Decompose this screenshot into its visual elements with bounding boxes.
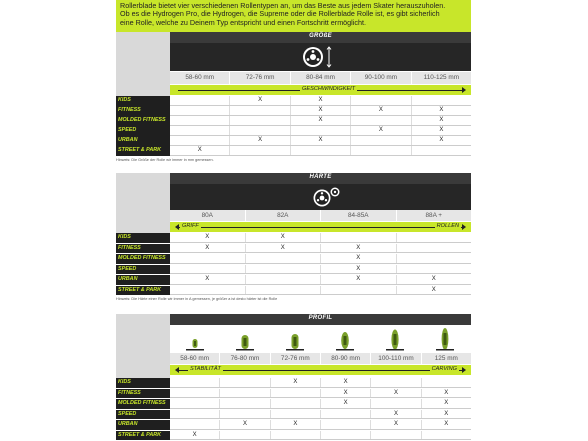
size-section	[116, 32, 471, 167]
arrow-right-icon	[462, 87, 466, 93]
cell: X	[321, 254, 397, 263]
size-label: 72-76 mm	[230, 72, 290, 84]
cell: X	[321, 378, 371, 387]
table-row	[116, 431, 471, 441]
cell	[291, 126, 351, 135]
cell	[397, 254, 472, 263]
cell	[412, 146, 471, 155]
row-label: URBAN	[116, 136, 170, 146]
section-header	[170, 32, 471, 43]
table-row	[116, 399, 471, 409]
row-label: MOLDED FITNESS	[116, 254, 170, 264]
section-side-panel	[116, 173, 170, 233]
cell: X	[271, 378, 321, 387]
cell	[397, 265, 472, 274]
icon-holder	[286, 43, 356, 71]
profile-label: 80-90 mm	[321, 353, 371, 364]
hardness-labels	[170, 210, 471, 221]
cell: X	[321, 389, 371, 398]
cell	[271, 410, 321, 419]
cell: X	[230, 136, 290, 145]
cell	[321, 233, 397, 242]
cell: X	[371, 389, 421, 398]
hardness-label: 84-85A	[321, 210, 397, 221]
table-row	[116, 96, 471, 106]
table-row	[116, 146, 471, 156]
size-label: 110-125 mm	[423, 74, 460, 81]
section-title: PROFIL	[308, 315, 333, 321]
section-header	[170, 314, 471, 325]
cell: X	[246, 233, 322, 242]
cell	[170, 254, 246, 263]
table-row	[116, 378, 471, 388]
profile-label: 100-110 mm	[371, 353, 421, 364]
table-row	[116, 136, 471, 146]
cell	[271, 389, 321, 398]
row-label: MOLDED FITNESS	[116, 399, 170, 409]
hardness-label: 82A	[246, 210, 322, 221]
table-row	[116, 116, 471, 126]
cell: X	[230, 96, 290, 105]
cell	[220, 410, 270, 419]
section-header	[170, 173, 471, 184]
section-title: HÄRTE	[309, 174, 332, 180]
cell: X	[170, 244, 246, 253]
cell	[412, 96, 471, 105]
cell	[321, 420, 371, 429]
arrow-left-icon	[175, 367, 179, 373]
cell	[321, 286, 397, 295]
cell: X	[431, 286, 436, 293]
size-label: 90-100 mm	[351, 72, 411, 84]
cell	[246, 254, 322, 263]
cell	[230, 116, 290, 125]
table-row	[116, 126, 471, 136]
row-label: SPEED	[116, 265, 170, 275]
cell	[271, 399, 321, 408]
table-row	[116, 286, 471, 296]
cell: X	[170, 146, 230, 155]
row-label: KIDS	[116, 378, 170, 388]
footnote: Hinweis: Die Härte einer Rolle wir immer in A gemessen, je größer a ist desto härter ist die Rolle	[116, 297, 278, 301]
table-row	[116, 265, 471, 275]
cell	[271, 431, 321, 440]
stability-carving-arrow	[170, 365, 471, 375]
wheel-size-icon	[286, 43, 356, 71]
cell	[170, 286, 246, 295]
cell: X	[170, 233, 246, 242]
size-labels	[170, 72, 471, 84]
cell	[351, 116, 411, 125]
cell: X	[351, 126, 411, 135]
cell	[397, 233, 472, 242]
cell	[230, 146, 290, 155]
row-label: URBAN	[116, 420, 170, 430]
arrow-left-label: STABILITÄT	[190, 365, 221, 372]
cell	[170, 116, 230, 125]
cell	[170, 96, 230, 105]
cell: X	[431, 276, 436, 282]
profile-labels	[170, 353, 471, 364]
cell	[170, 399, 220, 408]
table-row	[116, 244, 471, 254]
cell	[170, 126, 230, 135]
cell: X	[291, 116, 351, 125]
cell: X	[439, 137, 444, 143]
cell: X	[170, 431, 220, 440]
profile-icons	[170, 325, 471, 353]
profile-label: 72-76 mm	[271, 353, 321, 364]
cell	[170, 106, 230, 115]
cell: X	[321, 275, 397, 284]
wheel-profile-icon	[170, 325, 471, 353]
cell: X	[444, 410, 449, 417]
arrow-right-label: CARVING	[431, 365, 457, 372]
cell	[422, 378, 471, 387]
cell: X	[321, 265, 397, 274]
row-label: SPEED	[116, 410, 170, 420]
cell	[321, 410, 371, 419]
cell: X	[291, 106, 351, 115]
cell	[170, 410, 220, 419]
cell	[230, 126, 290, 135]
cell	[170, 265, 246, 274]
row-label: STREET & PARK	[116, 146, 170, 156]
cell: X	[439, 117, 444, 123]
profile-label: 76-80 mm	[220, 353, 270, 364]
cell	[246, 275, 322, 284]
cell	[220, 389, 270, 398]
row-label: FITNESS	[116, 106, 170, 116]
cell: X	[444, 400, 449, 406]
cell	[170, 378, 220, 387]
profile-section	[116, 314, 471, 441]
cell: X	[291, 96, 351, 105]
cell	[371, 431, 421, 440]
footnote: Hinweis: Die Größe der Rolle wir immer in mm gemessen.	[116, 158, 214, 162]
cell	[170, 389, 220, 398]
size-label: 80-84 mm	[291, 72, 351, 84]
cell	[220, 399, 270, 408]
intro-line: Ob es die Hydrogen Pro, die Hydrogen, die Supreme oder die Rollerblade Rolle ist, es gibt sicherlich	[120, 9, 440, 19]
cell: X	[246, 244, 322, 253]
row-label: SPEED	[116, 126, 170, 136]
section-side-panel	[116, 32, 170, 96]
arrow-label: GESCHWINDIGKEIT	[302, 85, 356, 92]
table-row	[116, 389, 471, 399]
cell	[246, 286, 322, 295]
grip-roll-arrow	[170, 222, 471, 232]
arrow-left-icon	[175, 224, 179, 230]
cell: X	[444, 421, 449, 427]
cell	[351, 96, 411, 105]
row-label: FITNESS	[116, 244, 170, 254]
cell: X	[439, 127, 444, 133]
intro-text	[116, 0, 471, 34]
cell	[371, 378, 421, 387]
cell	[371, 399, 421, 408]
cell	[220, 378, 270, 387]
profile-label: 58-60 mm	[170, 353, 220, 364]
table-row	[116, 410, 471, 420]
cell	[422, 431, 471, 440]
table-row	[116, 275, 471, 285]
cell: X	[170, 275, 246, 284]
hardness-label: 88A +	[425, 212, 443, 219]
intro-line: Rollerblade bietet vier verschiedenen Rollentypen an, um das Beste aus jedem Skater herauszuholen.	[120, 1, 446, 10]
cell	[351, 136, 411, 145]
table-row	[116, 106, 471, 116]
cell: X	[321, 399, 371, 408]
cell	[170, 136, 230, 145]
cell	[321, 431, 371, 440]
wheel-hardness-icon	[306, 184, 346, 210]
cell	[291, 146, 351, 155]
profile-label: 125 mm	[434, 355, 458, 362]
row-label: KIDS	[116, 96, 170, 106]
cell: X	[444, 389, 449, 396]
row-label: URBAN	[116, 275, 170, 285]
section-side-panel	[116, 314, 170, 378]
row-label: STREET & PARK	[116, 431, 170, 441]
row-label: STREET & PARK	[116, 286, 170, 296]
cell: X	[371, 420, 421, 429]
intro-line: eine Rolle, welche zu Deinem Typ entspricht und einen Fortschritt ermöglicht.	[120, 17, 366, 27]
cell: X	[220, 420, 270, 429]
cell	[397, 244, 472, 253]
cell	[220, 431, 270, 440]
hardness-section	[116, 173, 471, 305]
speed-arrow	[170, 85, 471, 95]
arrow-right-icon	[462, 224, 466, 230]
table-row	[116, 233, 471, 243]
size-label: 58-60 mm	[170, 72, 230, 84]
cell	[246, 265, 322, 274]
table-row	[116, 254, 471, 264]
cell	[170, 420, 220, 429]
cell: X	[439, 107, 444, 113]
cell: X	[321, 244, 397, 253]
cell: X	[291, 136, 351, 145]
row-label: MOLDED FITNESS	[116, 116, 170, 126]
row-label: FITNESS	[116, 389, 170, 399]
hardness-label: 80A	[170, 210, 246, 221]
cell	[230, 106, 290, 115]
row-label: KIDS	[116, 233, 170, 243]
arrow-right-label: ROLLEN	[436, 222, 459, 229]
cell: X	[271, 420, 321, 429]
section-title: GRÖßE	[309, 33, 332, 39]
arrow-right-icon	[462, 367, 466, 373]
table-row	[116, 420, 471, 430]
cell	[351, 146, 411, 155]
cell: X	[351, 106, 411, 115]
arrow-left-label: GRIFF	[182, 222, 199, 229]
cell: X	[371, 410, 421, 419]
